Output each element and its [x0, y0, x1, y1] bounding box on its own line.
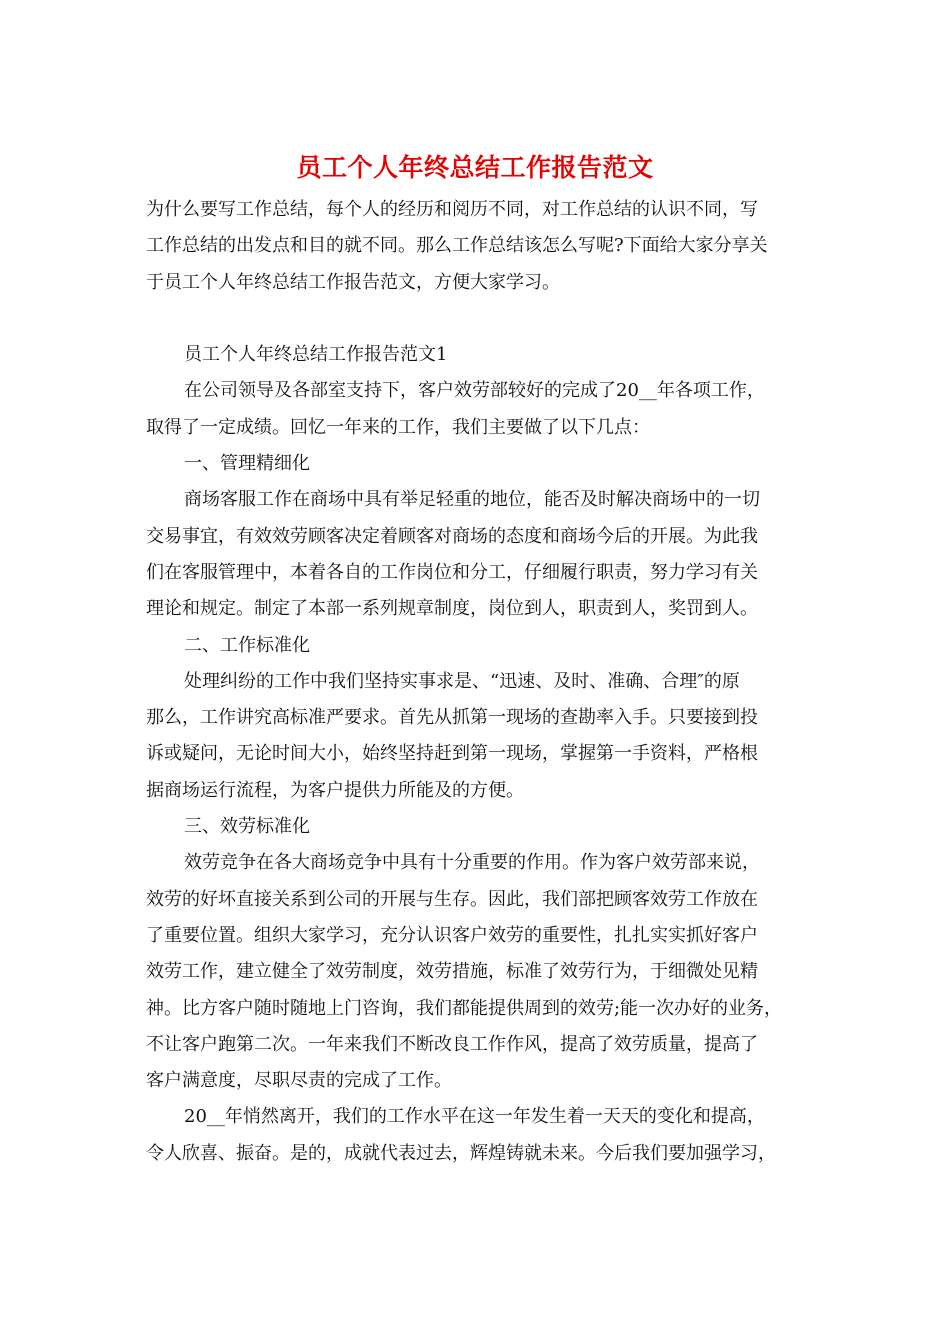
- subheading-1: 一、管理精细化: [184, 453, 310, 475]
- document-body: [146, 192, 826, 1172]
- text-line: 20__年悄然离开，我们的工作水平在这一年发生着一天天的变化和提高，: [184, 1106, 765, 1128]
- text-line: 诉或疑问，无论时间大小，始终坚持赶到第一现场，掌握第一手资料，严格根: [146, 743, 758, 765]
- text-line: 据商场运行流程，为客户提供力所能及的方便。: [146, 779, 524, 801]
- paragraph-1: [146, 373, 826, 446]
- paragraph-5: [146, 1099, 826, 1172]
- paragraph-4: [146, 845, 826, 1099]
- text-line: 客户满意度，尽职尽责的完成了工作。: [146, 1070, 452, 1092]
- text-line: 们在客服管理中，本着各自的工作岗位和分工，仔细履行职责，努力学习有关: [146, 561, 758, 583]
- text-line: 商场客服工作在商场中具有举足轻重的地位，能否及时解决商场中的一切: [184, 489, 760, 511]
- text-line: 效劳工作，建立健全了效劳制度，效劳措施，标准了效劳行为，于细微处见精: [146, 961, 758, 983]
- text-line: 理论和规定。制定了本部一系列规章制度，岗位到人，职责到人，奖罚到人。: [146, 598, 758, 620]
- text-line: 神。比方客户随时随地上门咨询，我们都能提供周到的效劳;能一次办好的业务，: [146, 997, 783, 1019]
- text-line: 取得了一定成绩。回忆一年来的工作，我们主要做了以下几点：: [146, 416, 650, 438]
- subheading-3: 三、效劳标准化: [184, 816, 310, 838]
- text-line: 在公司领导及各部室支持下，客户效劳部较好的完成了20__年各项工作，: [184, 380, 765, 402]
- text-line: 处理纠纷的工作中我们坚持实事求是、“迅速、及时、准确、合理″的原: [184, 670, 740, 692]
- text-line: 了重要位置。组织大家学习，充分认识客户效劳的重要性，扎扎实实抓好客户: [146, 924, 758, 946]
- document-title: 员工个人年终总结工作报告范文: [296, 153, 654, 182]
- text-line: 那么，工作讲究高标准严要求。首先从抓第一现场的查勘率入手。只要接到投: [146, 707, 758, 729]
- section-heading: 员工个人年终总结工作报告范文1: [184, 344, 448, 366]
- text-line: 交易事宜，有效效劳顾客决定着顾客对商场的态度和商场今后的开展。为此我: [146, 525, 758, 547]
- subheading-2: 二、工作标准化: [184, 634, 310, 656]
- blank-line: [146, 301, 826, 337]
- paragraph-3: [146, 664, 826, 809]
- paragraph-2: [146, 482, 826, 627]
- text-line: 为什么要写工作总结，每个人的经历和阅历不同，对工作总结的认识不同，写: [146, 199, 758, 220]
- text-line: 效劳的好坏直接关系到公司的开展与生存。因此，我们部把顾客效劳工作放在: [146, 888, 758, 910]
- text-line: 令人欣喜、振奋。是的，成就代表过去，辉煌铸就未来。今后我们要加强学习，: [146, 1142, 776, 1164]
- text-line: 于员工个人年终总结工作报告范文，方便大家学习。: [146, 271, 560, 293]
- text-line: 效劳竞争在各大商场竞争中具有十分重要的作用。作为客户效劳部来说，: [184, 852, 760, 874]
- text-line: 工作总结的出发点和目的就不同。那么工作总结该怎么写呢?下面给大家分享关: [146, 235, 768, 257]
- text-line: 不让客户跑第二次。一年来我们不断改良工作作风，提高了效劳质量，提高了: [146, 1033, 758, 1055]
- intro-paragraph: [146, 192, 826, 301]
